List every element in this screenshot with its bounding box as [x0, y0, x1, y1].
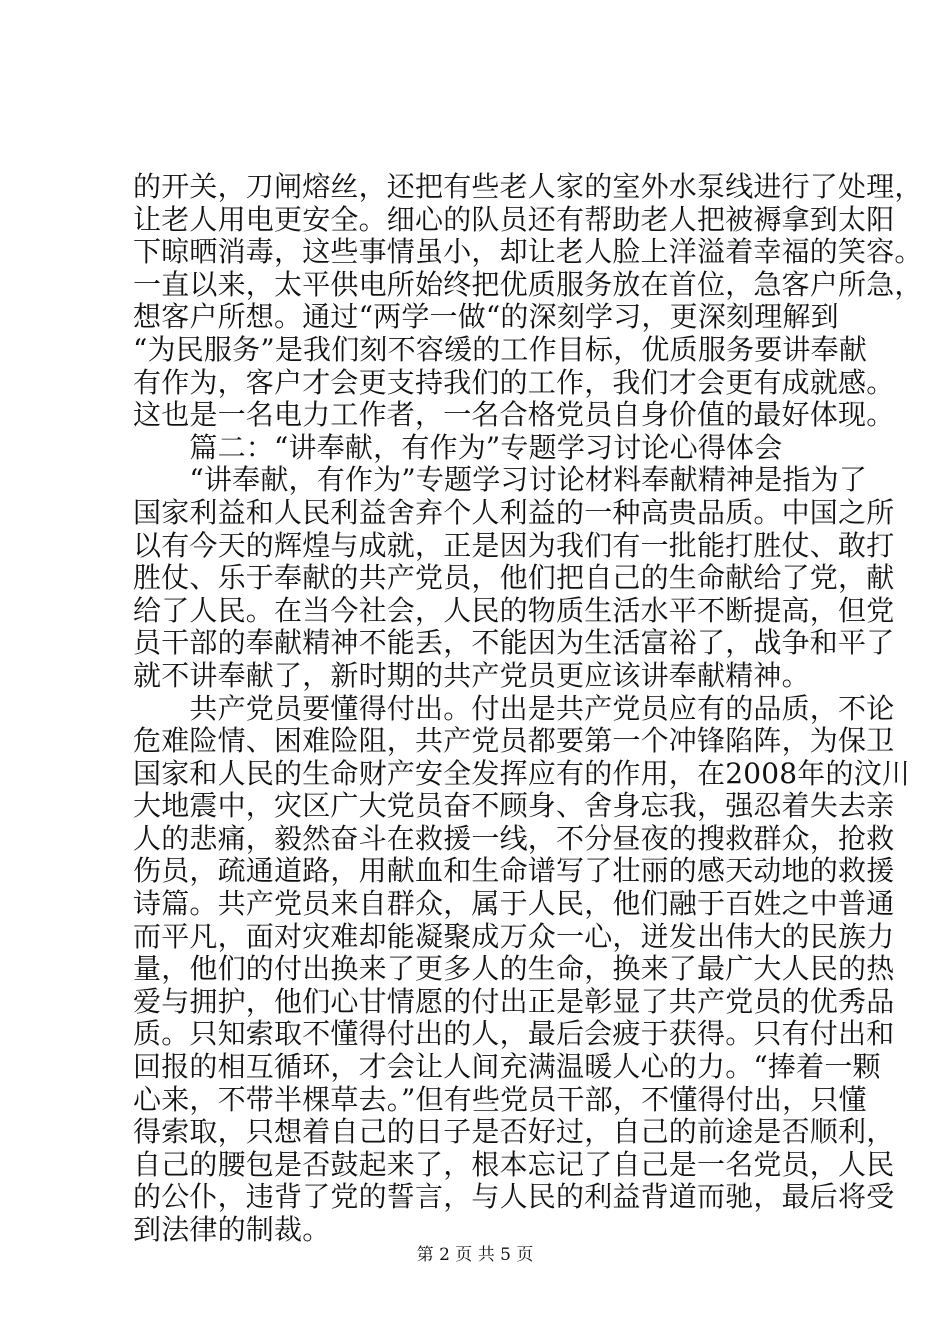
text-line: 爱与拥护，他们心甘情愿的付出正是彰显了共产党员的优秀品 [133, 984, 895, 1018]
text-line: “为民服务”是我们刻不容缓的工作目标，优质服务要讲奉献 [133, 332, 868, 366]
text-line: 人的悲痛，毅然奋斗在救援一线，不分昼夜的搜救群众，抢救 [133, 821, 895, 855]
text-line: 的公仆，违背了党的誓言，与人民的利益背道而驰，最后将受 [133, 1180, 895, 1214]
text-line: 下晾晒消毒，这些事情虽小，却让老人脸上洋溢着幸福的笑容。 [133, 235, 923, 269]
text-line: 篇二：“讲奉献，有作为”专题学习讨论心得体会 [133, 430, 783, 464]
text-line: “讲奉献，有作为”专题学习讨论材料奉献精神是指为了 [133, 463, 868, 497]
text-line: 让老人用电更安全。细心的队员还有帮助老人把被褥拿到太阳 [133, 202, 895, 236]
text-line: 给了人民。在当今社会，人民的物质生活水平不断提高，但党 [133, 593, 895, 627]
text-line: 得索取，只想着自己的日子是否好过，自己的前途是否顺利， [133, 1115, 895, 1149]
text-line: 一直以来，太平供电所始终把优质服务放在首位，急客户所急， [133, 267, 923, 301]
text-line: 想客户所想。通过“两学一做“的深刻学习，更深刻理解到 [133, 300, 839, 334]
text-line: 诗篇。共产党员来自群众，属于人民，他们融于百姓之中普通 [133, 887, 895, 921]
text-line: 质。只知索取不懂得付出的人，最后会疲于获得。只有付出和 [133, 1017, 895, 1051]
text-line: 员干部的奉献精神不能丢，不能因为生活富裕了，战争和平了 [133, 626, 895, 660]
text-line: 就不讲奉献了，新时期的共产党员更应该讲奉献精神。 [133, 658, 810, 692]
body-text [133, 170, 923, 1247]
text-line: 国家利益和人民利益舍弃个人利益的一种高贵品质。中国之所 [133, 495, 895, 529]
text-line: 心来，不带半棵草去。”但有些党员干部，不懂得付出，只懂 [133, 1082, 867, 1116]
page-footer: 第 2 页 共 5 页 [416, 1245, 534, 1265]
text-line: 伤员，疏通道路，用献血和生命谱写了壮丽的感天动地的救援 [133, 854, 895, 888]
text-line: 这也是一名电力工作者，一名合格党员自身价值的最好体现。 [133, 398, 895, 432]
text-line: 有作为，客户才会更支持我们的工作，我们才会更有成就感。 [133, 365, 895, 399]
text-line: 量，他们的付出换来了更多人的生命，换来了最广大人民的热 [133, 952, 895, 986]
text-line: 大地震中，灾区广大党员奋不顾身、舍身忘我，强忍着失去亲 [133, 789, 895, 823]
text-line: 危难险情、困难险阻，共产党员都要第一个冲锋陷阵，为保卫 [133, 724, 895, 758]
text-line: 以有今天的辉煌与成就，正是因为我们有一批能打胜仗、敢打 [133, 528, 895, 562]
text-line: 胜仗、乐于奉献的共产党员，他们把自己的生命献给了党，献 [133, 561, 895, 595]
text-line: 回报的相互循环，才会让人间充满温暖人心的力。“捧着一颗 [133, 1050, 881, 1084]
text-line: 到法律的制裁。 [133, 1213, 331, 1246]
text-line: 而平凡，面对灾难却能凝聚成万众一心，迸发出伟大的民族力 [133, 919, 895, 953]
text-line: 国家和人民的生命财产安全发挥应有的作用，在2008年的汶川 [133, 756, 911, 790]
text-line: 共产党员要懂得付出。付出是共产党员应有的品质，不论 [133, 691, 895, 725]
text-line: 的开关，刀闸熔丝，还把有些老人家的室外水泵线进行了处理， [133, 170, 923, 203]
text-line: 自己的腰包是否鼓起来了，根本忘记了自己是一名党员，人民 [133, 1147, 895, 1181]
